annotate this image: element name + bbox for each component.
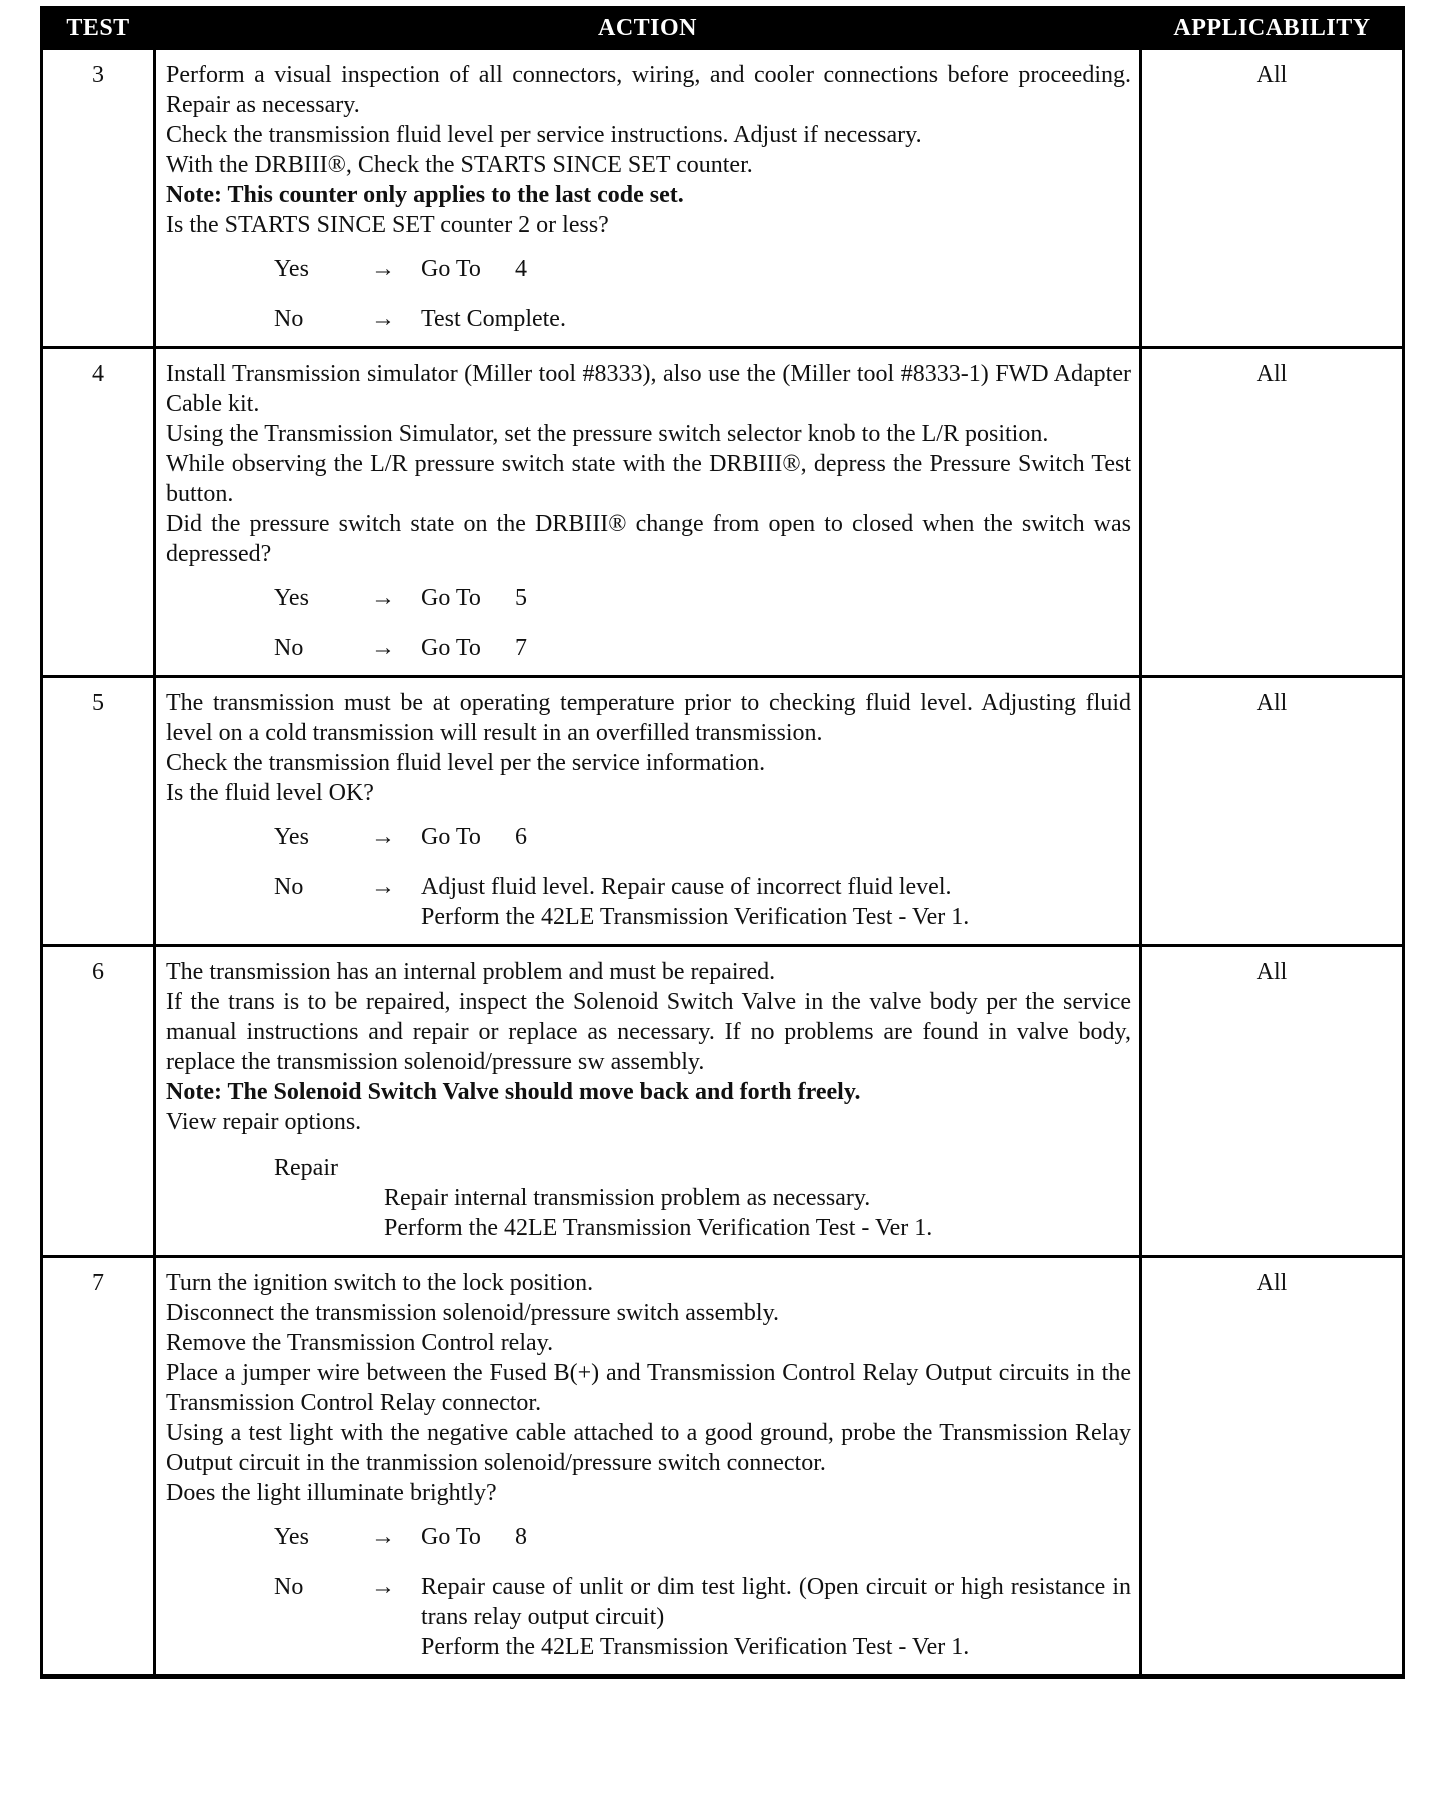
answer-label: Yes [274, 585, 309, 611]
repair-label: Repair [274, 1155, 338, 1181]
arrow-icon: → [371, 1524, 395, 1550]
result-text: Adjust fluid level. Repair cause of incorrect fluid level. [421, 874, 952, 900]
go-to-text: Go To [421, 1524, 481, 1550]
answer-options [166, 822, 1131, 932]
go-to-target: 5 [515, 585, 527, 611]
instruction-text: Check the transmission fluid level per service instructions. Adjust if necessary. [166, 122, 922, 148]
arrow-icon: → [371, 635, 395, 661]
applicability: All [1141, 677, 1404, 946]
test-row [42, 946, 1404, 1257]
test-number: 5 [42, 677, 155, 946]
instruction-text: Place a jumper wire between the Fused B(+) and Transmission Control Relay Output circuits in the Transmission Control Relay connector. [166, 1360, 1131, 1416]
instruction-text: Did the pressure switch state on the DRBIII® change from open to closed when the switch was depressed? [166, 511, 1131, 567]
answer-option [166, 304, 1131, 334]
answer-option [166, 822, 1131, 852]
arrow-icon: → [371, 306, 395, 332]
answer-options [166, 583, 1131, 663]
answer-option [166, 254, 1131, 284]
go-to-text: Go To [421, 824, 481, 850]
applicability: All [1141, 1257, 1404, 1677]
action-cell [155, 49, 1141, 348]
go-to-text: Go To [421, 585, 481, 611]
test-number: 3 [42, 49, 155, 348]
test-row [42, 348, 1404, 677]
header-applicability: APPLICABILITY [1141, 8, 1404, 49]
repair-instruction: Perform the 42LE Transmission Verification Test - Ver 1. [384, 1215, 933, 1241]
instruction-text: While observing the L/R pressure switch state with the DRBIII®, depress the Pressure Switch Test button. [166, 451, 1131, 507]
instruction-text: Disconnect the transmission solenoid/pressure switch assembly. [166, 1300, 780, 1326]
test-number: 7 [42, 1257, 155, 1677]
instruction-text: Does the light illuminate brightly? [166, 1480, 497, 1506]
instruction-text: Install Transmission simulator (Miller tool #8333), also use the (Miller tool #8333-1) FWD Adapter Cable kit. [166, 361, 1131, 417]
note-text: Note: The Solenoid Switch Valve should move back and forth freely. [166, 1079, 861, 1105]
instruction-text: Turn the ignition switch to the lock position. [166, 1270, 594, 1296]
instruction-text: Remove the Transmission Control relay. [166, 1330, 554, 1356]
go-to-text: Go To [421, 256, 481, 282]
instruction-text: Using the Transmission Simulator, set the pressure switch selector knob to the L/R position. [166, 421, 1049, 447]
answer-result [421, 822, 1131, 852]
arrow-icon: → [371, 256, 395, 282]
result-text: Repair cause of unlit or dim test light. (Open circuit or high resistance in trans relay output circuit) [421, 1574, 1131, 1630]
answer-label: No [274, 306, 304, 332]
instruction-text: Is the STARTS SINCE SET counter 2 or less? [166, 212, 609, 238]
result-text: Perform the 42LE Transmission Verification Test - Ver 1. [421, 1634, 970, 1660]
result-text: Perform the 42LE Transmission Verification Test - Ver 1. [421, 904, 970, 930]
instruction-text: Perform a visual inspection of all connectors, wiring, and cooler connections before proceeding. Repair as necessary. [166, 62, 1131, 118]
answer-option [166, 583, 1131, 613]
answer-label: No [274, 874, 304, 900]
instruction-text: The transmission must be at operating temperature prior to checking fluid level. Adjusting fluid level on a cold transmission will result in an overfilled transmission. [166, 690, 1131, 746]
answer-result [421, 583, 1131, 613]
note-text: Note: This counter only applies to the last code set. [166, 182, 684, 208]
instruction-text: View repair options. [166, 1109, 362, 1135]
test-row [42, 1257, 1404, 1677]
instruction-text: Is the fluid level OK? [166, 780, 374, 806]
arrow-icon: → [371, 585, 395, 611]
applicability: All [1141, 946, 1404, 1257]
go-to-target: 4 [515, 256, 527, 282]
go-to-target: 7 [515, 635, 527, 661]
answer-result [421, 1572, 1131, 1662]
action-cell [155, 348, 1141, 677]
answer-options [166, 254, 1131, 334]
answer-option [166, 1572, 1131, 1662]
test-row [42, 49, 1404, 348]
header-action: ACTION [155, 8, 1141, 49]
test-row [42, 677, 1404, 946]
answer-result [421, 304, 1131, 334]
action-cell [155, 946, 1141, 1257]
answer-options [166, 1522, 1131, 1662]
test-number: 6 [42, 946, 155, 1257]
answer-label: Yes [274, 256, 309, 282]
answer-label: No [274, 1574, 304, 1600]
action-cell [155, 1257, 1141, 1677]
answer-label: Yes [274, 1524, 309, 1550]
answer-label: No [274, 635, 304, 661]
go-to-target: 8 [515, 1524, 527, 1550]
instruction-text: If the trans is to be repaired, inspect the Solenoid Switch Valve in the valve body per the service manual instructions and repair or replace as necessary. If no problems are found in valve body, replace the transmission solenoid/pressure sw assembly. [166, 989, 1131, 1075]
action-cell [155, 677, 1141, 946]
arrow-icon: → [371, 824, 395, 850]
instruction-text: With the DRBIII®, Check the STARTS SINCE SET counter. [166, 152, 753, 178]
answer-result [421, 633, 1131, 663]
instruction-text: The transmission has an internal problem and must be repaired. [166, 959, 776, 985]
go-to-text: Go To [421, 635, 481, 661]
answer-option [166, 633, 1131, 663]
answer-result [421, 872, 1131, 932]
repair-instruction: Repair internal transmission problem as necessary. [384, 1185, 871, 1211]
instruction-text: Check the transmission fluid level per the service information. [166, 750, 766, 776]
answer-option [166, 872, 1131, 932]
diagnostic-test-table [40, 6, 1405, 1679]
answer-option [166, 1522, 1131, 1552]
go-to-target: 6 [515, 824, 527, 850]
header-test: TEST [42, 8, 155, 49]
answer-result [421, 254, 1131, 284]
arrow-icon: → [371, 874, 395, 900]
answer-label: Yes [274, 824, 309, 850]
test-number: 4 [42, 348, 155, 677]
table-header-row [42, 8, 1404, 49]
result-text: Test Complete. [421, 306, 566, 332]
answer-result [421, 1522, 1131, 1552]
instruction-text: Using a test light with the negative cable attached to a good ground, probe the Transmission Relay Output circuit in the tranmission solenoid/pressure switch connector. [166, 1420, 1131, 1476]
applicability: All [1141, 348, 1404, 677]
applicability: All [1141, 49, 1404, 348]
arrow-icon: → [371, 1574, 395, 1600]
